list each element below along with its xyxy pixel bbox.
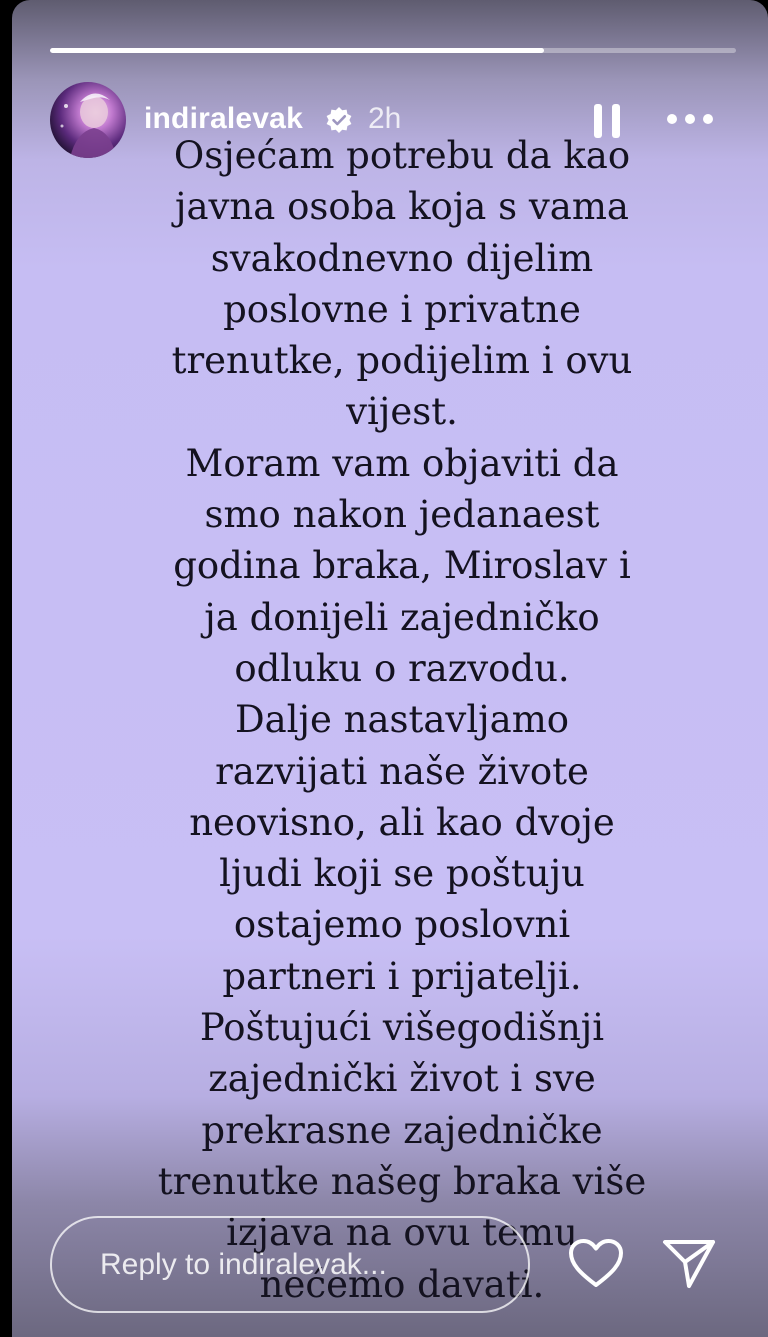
story-progress-fill (50, 48, 544, 53)
story-progress-bar (50, 48, 736, 53)
more-options-icon (665, 106, 715, 132)
more-options-button[interactable] (665, 106, 715, 132)
story-text: Osjećam potrebu da kao javna osoba koja s vama svakodnevno dijelim poslovne i privatne trenutke, podijelim i ovu vijest. Moram vam objaviti da smo nakon jedanaest godina braka, Miroslav i ja donijeli zajedničko odluku o razvodu. Dalje nastavljamo razvijati naše živote neovisno, ali kao dvoje ljudi koji se poštuju ostajemo poslovni partneri i prijatelji. Poštujući višegodišnji zajednički život i sve prekrasne zajedničke trenutke našeg braka više izjava na ovu temu nećemo davati. (157, 134, 647, 1306)
send-icon (662, 1238, 716, 1290)
profile-photo (50, 82, 126, 158)
username[interactable]: indiralevak (144, 102, 303, 135)
story-timestamp: 2h (368, 102, 402, 135)
story-viewer[interactable] (12, 0, 768, 1337)
heart-icon (568, 1238, 624, 1290)
like-button[interactable] (568, 1238, 624, 1290)
reply-placeholder: Reply to indiralevak... (100, 1248, 387, 1281)
reply-input[interactable] (50, 1216, 530, 1313)
avatar[interactable] (50, 82, 126, 158)
send-button[interactable] (662, 1238, 716, 1290)
